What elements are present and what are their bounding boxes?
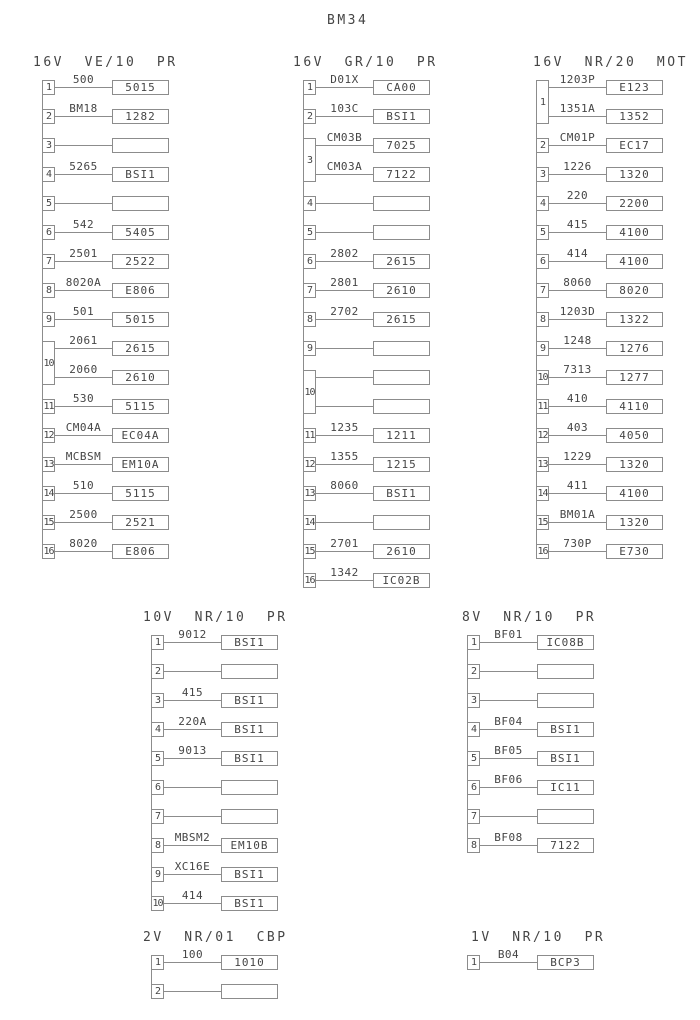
wire-label: 8020A	[65, 276, 102, 289]
pin-box: 13	[537, 459, 548, 470]
dest-box: BSI1	[221, 867, 278, 882]
wire-line	[549, 522, 606, 523]
dest-box: 5405	[112, 225, 169, 240]
pin-box: 1	[303, 80, 316, 95]
wire-line	[316, 377, 373, 378]
wire-line	[316, 522, 373, 523]
dest-box: BSI1	[537, 722, 594, 737]
wire-label: CM04A	[65, 421, 102, 434]
dest-box: 1276	[606, 341, 663, 356]
wire-line	[316, 87, 373, 88]
pin-box: 6	[303, 254, 316, 269]
wire-line	[316, 290, 373, 291]
dest-box: BSI1	[221, 693, 278, 708]
wire-line	[55, 406, 112, 407]
wire-line	[549, 464, 606, 465]
dest-box: 4110	[606, 399, 663, 414]
dest-box: BSI1	[221, 896, 278, 911]
wire-label: BM18	[69, 102, 98, 115]
pin-box: 7	[303, 283, 316, 298]
dest-box	[373, 515, 430, 530]
wire-label: BF06	[494, 773, 523, 786]
dest-box: 2615	[373, 254, 430, 269]
dest-box: BSI1	[221, 635, 278, 650]
pin-box: 12	[304, 459, 315, 470]
dest-box: EM10B	[221, 838, 278, 853]
dest-box	[221, 664, 278, 679]
wire-label: 500	[72, 73, 95, 86]
wire-label: BF05	[494, 744, 523, 757]
pin-box: 4	[303, 196, 316, 211]
pin-box: 6	[42, 225, 55, 240]
dest-box: 1211	[373, 428, 430, 443]
wire-line	[164, 787, 221, 788]
wire-line	[316, 464, 373, 465]
pin-box: 4	[536, 196, 549, 211]
dest-box: 2200	[606, 196, 663, 211]
connector-header: 8V NR/10 PR	[462, 610, 597, 625]
pin-box: 3	[151, 693, 164, 708]
wire-line	[549, 145, 606, 146]
wire-line	[55, 174, 112, 175]
wire-label: BM01A	[559, 508, 596, 521]
wire-line	[549, 435, 606, 436]
dest-box: 1320	[606, 167, 663, 182]
dest-box: 4100	[606, 486, 663, 501]
wire-line	[480, 729, 537, 730]
wire-line	[316, 261, 373, 262]
dest-box: BSI1	[537, 751, 594, 766]
dest-box: 2610	[373, 544, 430, 559]
pin-box: 1	[536, 80, 549, 124]
wire-line	[164, 903, 221, 904]
wire-line	[316, 406, 373, 407]
wire-line	[549, 116, 606, 117]
pin-box: 8	[151, 838, 164, 853]
pin-box: 5	[536, 225, 549, 240]
pin-box: 5	[151, 751, 164, 766]
wire-label: 414	[566, 247, 589, 260]
pin-box: 10	[42, 341, 55, 385]
wire-line	[164, 991, 221, 992]
wire-line	[549, 174, 606, 175]
pin-box: 1	[151, 635, 164, 650]
pin-box: 11	[43, 401, 54, 412]
dest-box	[373, 370, 430, 385]
wire-line	[316, 435, 373, 436]
pin-box: 10	[152, 898, 163, 909]
pin-box: 2	[151, 984, 164, 999]
dest-box: 2610	[373, 283, 430, 298]
pin-box: 12	[43, 430, 54, 441]
dest-box: 8020	[606, 283, 663, 298]
dest-box: BSI1	[221, 722, 278, 737]
pin-box: 10	[303, 370, 316, 414]
pin-box: 7	[536, 283, 549, 298]
pin-box: 15	[304, 546, 315, 557]
dest-box: 1010	[221, 955, 278, 970]
wire-label: 414	[181, 889, 204, 902]
dest-box: BSI1	[373, 486, 430, 501]
dest-box: 1320	[606, 515, 663, 530]
wire-label: 2500	[69, 508, 98, 521]
pin-box: 14	[537, 488, 548, 499]
wire-label: 410	[566, 392, 589, 405]
wire-line	[55, 377, 112, 378]
wire-line	[480, 700, 537, 701]
pin-box: 2	[42, 109, 55, 124]
dest-box	[112, 138, 169, 153]
wire-line	[55, 87, 112, 88]
dest-box: EC17	[606, 138, 663, 153]
pin-box: 15	[43, 517, 54, 528]
wire-line	[480, 642, 537, 643]
dest-box: 5015	[112, 312, 169, 327]
pin-box: 9	[303, 341, 316, 356]
wire-line	[55, 493, 112, 494]
wire-label: 2801	[330, 276, 359, 289]
pin-box: 1	[42, 80, 55, 95]
dest-box	[112, 196, 169, 211]
pin-box: 4	[151, 722, 164, 737]
pin-box: 1	[467, 955, 480, 970]
wire-line	[316, 232, 373, 233]
wire-label: 220A	[178, 715, 207, 728]
pin-box: 7	[42, 254, 55, 269]
dest-box	[537, 664, 594, 679]
wire-line	[164, 642, 221, 643]
dest-box: 7122	[373, 167, 430, 182]
wire-label: 501	[72, 305, 95, 318]
pin-box: 2	[467, 664, 480, 679]
wire-label: 2702	[330, 305, 359, 318]
pin-box: 7	[467, 809, 480, 824]
wire-line	[549, 551, 606, 552]
pin-box: 8	[536, 312, 549, 327]
dest-box: E730	[606, 544, 663, 559]
pin-box: 2	[303, 109, 316, 124]
pin-box: 3	[467, 693, 480, 708]
dest-box: 2521	[112, 515, 169, 530]
wire-label: 2802	[330, 247, 359, 260]
dest-box: EC04A	[112, 428, 169, 443]
dest-box: E123	[606, 80, 663, 95]
pin-box: 5	[467, 751, 480, 766]
dest-box: E806	[112, 283, 169, 298]
wire-line	[164, 962, 221, 963]
wire-line	[316, 174, 373, 175]
dest-box	[373, 196, 430, 211]
wire-label: D01X	[330, 73, 359, 86]
wire-line	[480, 962, 537, 963]
wire-label: MCBSM	[65, 450, 102, 463]
wire-line	[316, 145, 373, 146]
wire-label: 220	[566, 189, 589, 202]
dest-box: 1352	[606, 109, 663, 124]
wire-label: 510	[72, 479, 95, 492]
wire-label: 415	[181, 686, 204, 699]
wire-label: CM03B	[326, 131, 363, 144]
dest-box	[373, 341, 430, 356]
wire-label: 1229	[563, 450, 592, 463]
wire-line	[55, 435, 112, 436]
wire-label: 5265	[69, 160, 98, 173]
wire-label: XC16E	[174, 860, 211, 873]
wire-label: 8060	[563, 276, 592, 289]
wire-label: B04	[497, 948, 520, 961]
dest-box: 4050	[606, 428, 663, 443]
wire-label: 1235	[330, 421, 359, 434]
connector-header: 16V VE/10 PR	[33, 55, 178, 70]
wire-line	[316, 493, 373, 494]
dest-box: E806	[112, 544, 169, 559]
dest-box: 5015	[112, 80, 169, 95]
wire-label: 1342	[330, 566, 359, 579]
wire-line	[55, 522, 112, 523]
wire-label: 542	[72, 218, 95, 231]
wire-label: 9013	[178, 744, 207, 757]
wire-line	[549, 377, 606, 378]
connector-header: 2V NR/01 CBP	[143, 930, 288, 945]
pin-box: 9	[151, 867, 164, 882]
dest-box: BSI1	[221, 751, 278, 766]
dest-box: 5115	[112, 399, 169, 414]
pin-box: 6	[536, 254, 549, 269]
wire-label: 2701	[330, 537, 359, 550]
pin-box: 4	[42, 167, 55, 182]
dest-box: 1277	[606, 370, 663, 385]
pin-box: 16	[43, 546, 54, 557]
pin-box: 8	[303, 312, 316, 327]
wire-line	[164, 816, 221, 817]
dest-box: 2615	[112, 341, 169, 356]
wire-line	[316, 319, 373, 320]
wire-label: 2060	[69, 363, 98, 376]
wire-line	[316, 551, 373, 552]
wire-line	[55, 464, 112, 465]
dest-box	[221, 780, 278, 795]
wire-label: BF01	[494, 628, 523, 641]
pin-box: 3	[42, 138, 55, 153]
wire-line	[164, 729, 221, 730]
dest-box: 1215	[373, 457, 430, 472]
wire-label: 1203P	[559, 73, 596, 86]
wire-line	[549, 203, 606, 204]
wire-line	[480, 787, 537, 788]
pin-box: 13	[304, 488, 315, 499]
wire-line	[480, 845, 537, 846]
wire-line	[55, 348, 112, 349]
pin-box: 13	[43, 459, 54, 470]
wire-label: MBSM2	[174, 831, 211, 844]
dest-box	[537, 809, 594, 824]
pin-box: 5	[42, 196, 55, 211]
wire-label: 7313	[563, 363, 592, 376]
wire-line	[549, 348, 606, 349]
wire-line	[55, 145, 112, 146]
pin-box: 8	[467, 838, 480, 853]
wire-line	[55, 116, 112, 117]
wire-label: 415	[566, 218, 589, 231]
wire-label: CM01P	[559, 131, 596, 144]
pin-box: 16	[304, 575, 315, 586]
dest-box: 1320	[606, 457, 663, 472]
pin-box: 2	[151, 664, 164, 679]
wire-label: 8020	[69, 537, 98, 550]
wire-line	[549, 319, 606, 320]
wire-line	[549, 493, 606, 494]
dest-box: IC02B	[373, 573, 430, 588]
wire-label: 1226	[563, 160, 592, 173]
pin-box: 1	[467, 635, 480, 650]
wire-label: 1355	[330, 450, 359, 463]
pin-box: 3	[303, 138, 316, 182]
dest-box	[221, 809, 278, 824]
dest-box: 7122	[537, 838, 594, 853]
wire-line	[164, 758, 221, 759]
wire-label: 411	[566, 479, 589, 492]
connector-header: 10V NR/10 PR	[143, 610, 288, 625]
wire-label: 2061	[69, 334, 98, 347]
wire-line	[316, 116, 373, 117]
dest-box	[373, 225, 430, 240]
wire-line	[164, 845, 221, 846]
wire-label: 8060	[330, 479, 359, 492]
wire-label: 1248	[563, 334, 592, 347]
pin-box: 9	[536, 341, 549, 356]
dest-box: 1322	[606, 312, 663, 327]
wire-label: 100	[181, 948, 204, 961]
wire-line	[480, 816, 537, 817]
wire-line	[55, 232, 112, 233]
pin-box: 15	[537, 517, 548, 528]
wire-label: BF04	[494, 715, 523, 728]
wire-line	[164, 700, 221, 701]
dest-box: 2615	[373, 312, 430, 327]
connector-header: 16V NR/20 MOT	[533, 55, 688, 70]
wire-label: 103C	[330, 102, 359, 115]
wire-line	[549, 290, 606, 291]
pin-box: 9	[42, 312, 55, 327]
dest-box: 1282	[112, 109, 169, 124]
wire-line	[55, 203, 112, 204]
dest-box: BSI1	[373, 109, 430, 124]
pin-box: 14	[43, 488, 54, 499]
wire-label: CM03A	[326, 160, 363, 173]
pin-box: 1	[151, 955, 164, 970]
pin-box: 11	[304, 430, 315, 441]
wire-line	[55, 319, 112, 320]
wire-label: 9012	[178, 628, 207, 641]
dest-box: 5115	[112, 486, 169, 501]
wire-label: 1351A	[559, 102, 596, 115]
wire-line	[316, 348, 373, 349]
pin-box: 10	[537, 372, 548, 383]
wire-line	[316, 203, 373, 204]
dest-box: CA00	[373, 80, 430, 95]
dest-box: 2522	[112, 254, 169, 269]
pin-box: 14	[304, 517, 315, 528]
wire-line	[55, 551, 112, 552]
dest-box: IC08B	[537, 635, 594, 650]
wire-label: 2501	[69, 247, 98, 260]
wire-line	[164, 874, 221, 875]
pin-box: 2	[536, 138, 549, 153]
dest-box: 7025	[373, 138, 430, 153]
pin-box: 7	[151, 809, 164, 824]
diagram-title: BM34	[327, 13, 369, 28]
pin-box: 6	[467, 780, 480, 795]
wire-label: 730P	[563, 537, 592, 550]
pin-box: 3	[536, 167, 549, 182]
dest-box: 2610	[112, 370, 169, 385]
dest-box: BCP3	[537, 955, 594, 970]
wire-line	[549, 406, 606, 407]
dest-box	[373, 399, 430, 414]
wire-line	[549, 232, 606, 233]
pin-box: 8	[42, 283, 55, 298]
wire-line	[316, 580, 373, 581]
dest-box	[537, 693, 594, 708]
wire-line	[480, 758, 537, 759]
wire-label: 1203D	[559, 305, 596, 318]
wire-label: BF08	[494, 831, 523, 844]
dest-box: 4100	[606, 225, 663, 240]
dest-box: BSI1	[112, 167, 169, 182]
connector-header: 1V NR/10 PR	[471, 930, 606, 945]
pin-box: 6	[151, 780, 164, 795]
wire-line	[549, 87, 606, 88]
pin-box: 5	[303, 225, 316, 240]
wire-line	[549, 261, 606, 262]
dest-box: IC11	[537, 780, 594, 795]
dest-box: EM10A	[112, 457, 169, 472]
wire-line	[164, 671, 221, 672]
pin-box: 12	[537, 430, 548, 441]
pin-box: 16	[537, 546, 548, 557]
pin-box: 11	[537, 401, 548, 412]
dest-box	[221, 984, 278, 999]
wire-line	[55, 290, 112, 291]
dest-box: 4100	[606, 254, 663, 269]
pin-box: 4	[467, 722, 480, 737]
wire-line	[480, 671, 537, 672]
connector-header: 16V GR/10 PR	[293, 55, 438, 70]
wire-label: 403	[566, 421, 589, 434]
wire-label: 530	[72, 392, 95, 405]
wire-line	[55, 261, 112, 262]
